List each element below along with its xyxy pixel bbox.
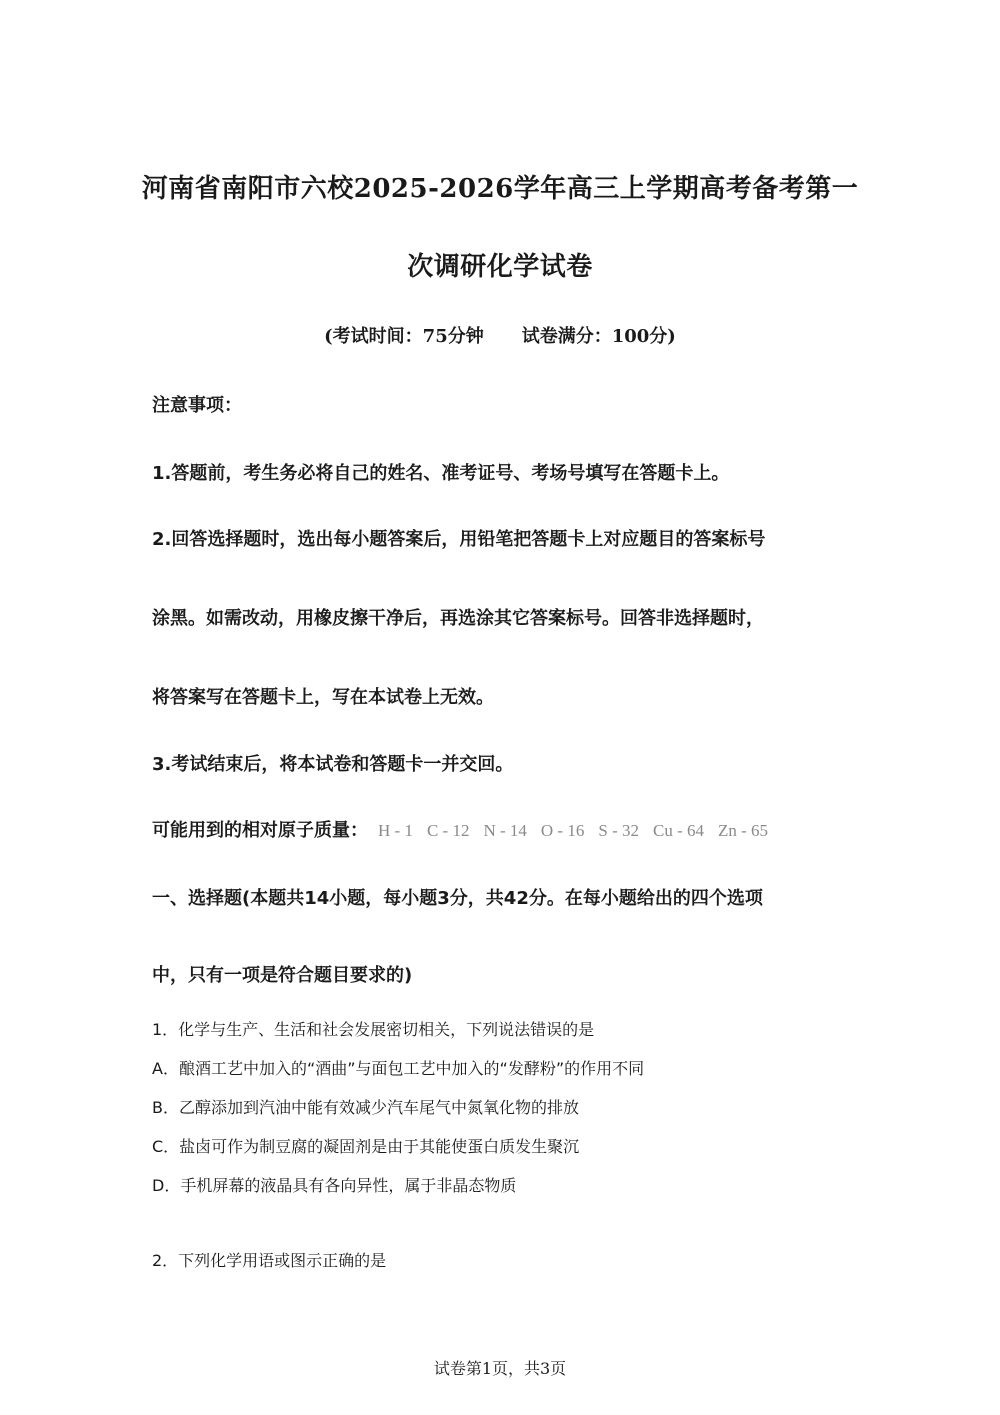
section-1-heading-line-2: 中，只有一项是符合题目要求的) [152, 965, 413, 986]
question-1-option-b: B．乙醇添加到汽油中能有效减少汽车尾气中氮氧化物的排放 [152, 1098, 579, 1117]
atomic-mass-row [152, 816, 782, 842]
question-2-stem: 2．下列化学用语或图示正确的是 [152, 1251, 387, 1270]
atomic-mass-c: C - 12 [426, 821, 470, 840]
atomic-mass-o: O - 16 [540, 821, 585, 840]
atomic-mass-zn: Zn - 65 [717, 821, 769, 840]
atomic-mass-cu: Cu - 64 [652, 821, 704, 840]
notice-item-2-line-3: 将答案写在答题卡上，写在本试卷上无效。 [152, 687, 494, 708]
notice-item-2-line-1: 2.回答选择题时，选出每小题答案后，用铅笔把答题卡上对应题目的答案标号 [152, 529, 766, 550]
question-1-option-c: C．盐卤可作为制豆腐的凝固剂是由于其能使蛋白质发生聚沉 [152, 1137, 580, 1156]
exam-title-line2: 次调研化学试卷 [407, 252, 593, 282]
exam-info [0, 322, 1000, 348]
notice-item-1: 1.答题前，考生务必将自己的姓名、准考证号、考场号填写在答题卡上。 [152, 463, 730, 484]
notice-item-2-line-2: 涂黑。如需改动，用橡皮擦干净后，再选涂其它答案标号。回答非选择题时， [152, 608, 764, 629]
atomic-mass-s: S - 32 [598, 821, 639, 840]
atomic-mass-values [378, 821, 782, 840]
section-1-heading-line-1: 一、选择题(本题共14小题，每小题3分，共42分。在每小题给出的四个选项 [152, 888, 763, 909]
exam-time: (考试时间：75分钟 [324, 326, 484, 347]
notice-heading: 注意事项： [152, 395, 242, 416]
question-1-stem: 1．化学与生产、生活和社会发展密切相关，下列说法错误的是 [152, 1020, 595, 1039]
atomic-mass-h: H - 1 [378, 821, 413, 840]
notice-item-3: 3.考试结束后，将本试卷和答题卡一并交回。 [152, 754, 514, 775]
question-1-option-a: A．酿酒工艺中加入的“酒曲”与面包工艺中加入的“发酵粉”的作用不同 [152, 1059, 645, 1078]
exam-title-line1: 河南省南阳市六校2025-2026学年高三上学期高考备考第一 [141, 174, 859, 204]
exam-full-score: 试卷满分：100分) [521, 326, 676, 347]
atomic-mass-n: N - 14 [483, 821, 527, 840]
page-footer: 试卷第1页，共3页 [433, 1359, 567, 1378]
atomic-mass-label: 可能用到的相对原子质量： [152, 820, 368, 841]
question-1-option-d: D．手机屏幕的液晶具有各向异性，属于非晶态物质 [152, 1176, 517, 1195]
